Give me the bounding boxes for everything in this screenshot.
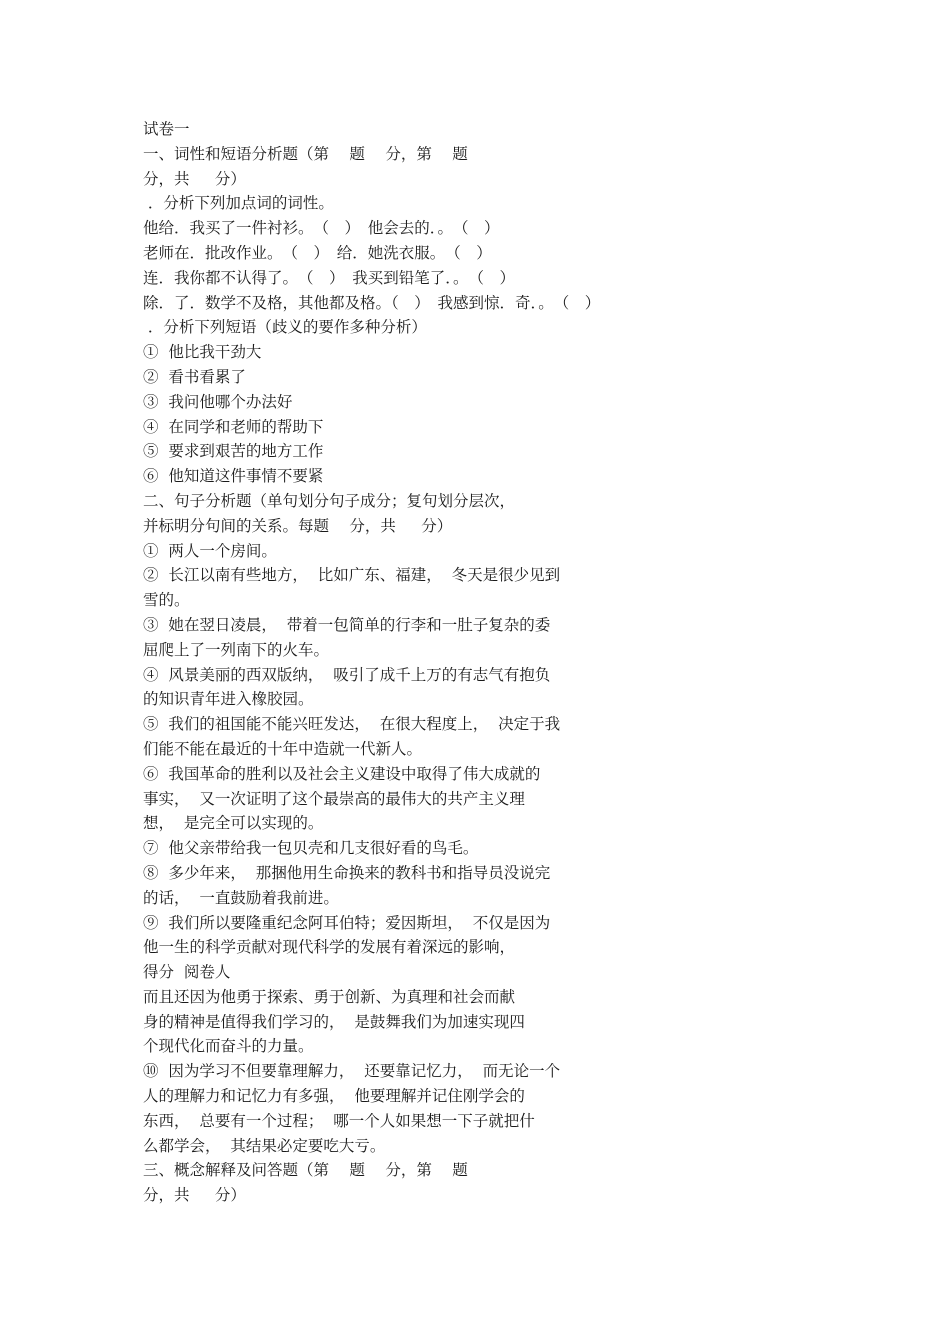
task-2-instruction: ．分析下列短语（歧义的要作多种分析） <box>143 318 427 337</box>
sentence-item: ⑥ 我国革命的胜利以及社会主义建设中取得了伟大成就的 <box>143 764 541 783</box>
section-1-heading: 一、词性和短语分析题（第 题 分，第 题 <box>143 144 468 163</box>
sentence-item-cont: 个现代化而奋斗的力量。 <box>143 1037 314 1056</box>
section-2-heading: 二、句子分析题（单句划分句子成分；复句划分层次， <box>143 491 516 510</box>
sentence-item-cont: 雪的。 <box>143 591 190 610</box>
sentence-item-cont: 东西， 总要有一个过程； 哪一个人如果想一下子就把什 <box>143 1111 535 1130</box>
sentence-item: ⑩ 因为学习不但要靠理解力， 还要靠记忆力， 而无论一个 <box>143 1062 561 1081</box>
sentence-item-cont: 们能不能在最近的十年中造就一代新人。 <box>143 739 423 758</box>
phrase-item: ② 看书看累了 <box>143 367 246 386</box>
sentence-item: ② 长江以南有些地方， 比如广东、福建， 冬天是很少见到 <box>143 566 561 585</box>
task-1-instruction: ．分析下列加点词的词性。 <box>143 194 334 213</box>
phrase-item: ③ 我问他哪个办法好 <box>143 392 293 411</box>
sentence-item-cont: 想， 是完全可以实现的。 <box>143 814 324 833</box>
phrase-item: ⑤ 要求到艰苦的地方工作 <box>143 442 324 461</box>
word-item-row: 连．我你都不认得了。 （ ） 我买到铅笔了．。 （ ） <box>143 268 516 287</box>
word-item-row: 除．了．数学不及格，其他都及格。（ ） 我感到惊．奇．。 （ ） <box>143 293 601 312</box>
sentence-item-cont: 屈爬上了一列南下的火车。 <box>143 640 330 659</box>
sentence-item: ③ 她在翌日凌晨， 带着一包简单的行李和一肚子复杂的委 <box>143 615 551 634</box>
phrase-item: ④ 在同学和老师的帮助下 <box>143 417 324 436</box>
sentence-item-cont: 的知识青年进入橡胶园。 <box>143 690 314 709</box>
sentence-item-cont: 的话， 一直鼓励着我前进。 <box>143 888 339 907</box>
sentence-item: ④ 风景美丽的西双版纳， 吸引了成千上万的有志气有抱负 <box>143 665 551 684</box>
phrase-item: ① 他比我干劲大 <box>143 343 262 362</box>
sentence-item: ① 两人一个房间。 <box>143 541 277 560</box>
sentence-item-cont: 身的精神是值得我们学习的， 是鼓舞我们为加速实现四 <box>143 1012 525 1031</box>
sentence-item-cont: 人的理解力和记忆力有多强， 他要理解并记住刚学会的 <box>143 1087 525 1106</box>
phrase-item: ⑥ 他知道这件事情不要紧 <box>143 467 324 486</box>
sentence-item-cont: 而且还因为他勇于探索、勇于创新、为真理和社会而献 <box>143 987 516 1006</box>
sentence-item-cont: 事实， 又一次证明了这个最崇高的最伟大的共产主义理 <box>143 789 525 808</box>
section-3-heading: 三、概念解释及问答题（第 题 分，第 题 <box>143 1161 468 1180</box>
section-3-heading-cont: 分，共 分） <box>143 1186 246 1205</box>
sentence-item-cont: 么都学会， 其结果必定要吃大亏。 <box>143 1136 386 1155</box>
score-reviewer-label: 得分 阅卷人 <box>143 963 231 982</box>
sentence-item: ⑦ 他父亲带给我一包贝壳和几支很好看的鸟毛。 <box>143 839 479 858</box>
sentence-item: ⑨ 我们所以要隆重纪念阿耳伯特；爱因斯坦， 不仅是因为 <box>143 913 551 932</box>
sentence-item-cont: 他一生的科学贡献对现代科学的发展有着深远的影响， <box>143 938 516 957</box>
section-1-heading-cont: 分，共 分） <box>143 169 246 188</box>
sentence-item: ⑤ 我们的祖国能不能兴旺发达， 在很大程度上， 决定于我 <box>143 715 561 734</box>
exam-text <box>143 117 803 1208</box>
section-2-heading-cont: 并标明分句间的关系。每题 分，共 分） <box>143 516 453 535</box>
word-item-row: 他给．我买了一件衬衫。 （ ） 他会去的．。 （ ） <box>143 219 500 238</box>
sentence-item: ⑧ 多少年来， 那捆他用生命换来的教科书和指导员没说完 <box>143 863 551 882</box>
word-item-row: 老师在．批改作业。 （ ） 给．她洗衣服。 （ ） <box>143 243 492 262</box>
exam-title: 试卷一 <box>143 120 190 138</box>
